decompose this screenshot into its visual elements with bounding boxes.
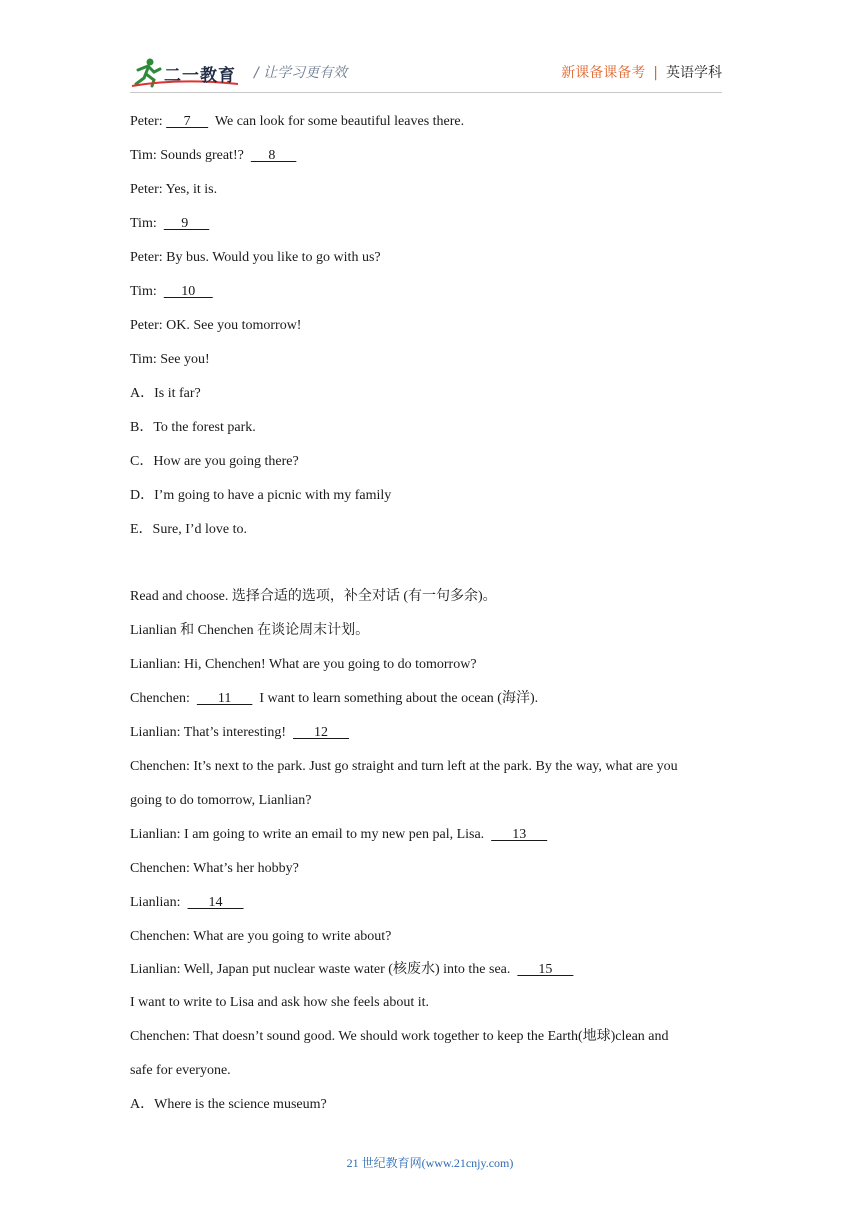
dialogue-line: Tim: See you! xyxy=(130,352,210,367)
dialogue-line: Tim: 10 xyxy=(130,284,213,299)
dialogue-line: Chenchen: What’s her hobby? xyxy=(130,861,299,876)
answer-blank-15: 15 xyxy=(517,962,574,977)
dialogue-line: Lianlian: Well, Japan put nuclear waste water (核废水) into the sea. 15 xyxy=(130,962,574,977)
option-a: A．Where is the science museum? xyxy=(130,1097,327,1112)
dialogue-line: going to do tomorrow, Lianlian? xyxy=(130,793,312,808)
logo-text: 二一教育 xyxy=(164,66,236,86)
option-c: C．How are you going there? xyxy=(130,454,299,469)
dialogue-line: Peter: By bus. Would you like to go with us? xyxy=(130,250,381,265)
option-b: B．To the forest park. xyxy=(130,420,256,435)
header-right xyxy=(561,62,722,82)
dialogue-line: Peter: OK. See you tomorrow! xyxy=(130,318,302,333)
header-brand: 新课备课备考 xyxy=(561,65,646,81)
answer-blank-8: 8 xyxy=(250,148,297,163)
option-d: D．I’m going to have a picnic with my family xyxy=(130,488,392,503)
answer-blank-7: 7 xyxy=(166,114,209,129)
dialogue-line: Chenchen: It’s next to the park. Just go straight and turn left at the park. By the way, what are you xyxy=(130,759,678,774)
dialogue-line: safe for everyone. xyxy=(130,1063,231,1078)
dialogue-line: Tim: Sounds great!? 8 xyxy=(130,148,297,163)
answer-blank-10: 10 xyxy=(163,284,213,299)
answer-blank-9: 9 xyxy=(163,216,210,231)
dialogue-line: Chenchen: 11 I want to learn something about the ocean (海洋). xyxy=(130,691,539,706)
dialogue-line: Lianlian: I am going to write an email to my new pen pal, Lisa. 13 xyxy=(130,827,548,842)
dialogue-line: Lianlian: That’s interesting! 12 xyxy=(130,725,350,740)
page-header xyxy=(130,52,722,92)
option-a: A．Is it far? xyxy=(130,386,201,401)
page-footer: 21 世纪教育网(www.21cnjy.com) xyxy=(346,1156,514,1170)
option-e: E．Sure, I’d love to. xyxy=(130,522,248,537)
dialogue-line: Lianlian: 14 xyxy=(130,895,244,910)
answer-blank-14: 14 xyxy=(187,895,244,910)
header-separator: | xyxy=(653,65,658,81)
header-divider xyxy=(130,92,722,93)
header-slogan: / 让学习更有效 xyxy=(254,65,348,81)
dialogue-line: I want to write to Lisa and ask how she feels about it. xyxy=(130,995,429,1010)
dialogue-line: Tim: 9 xyxy=(130,216,210,231)
answer-blank-12: 12 xyxy=(293,725,350,740)
dialogue-line: Peter: Yes, it is. xyxy=(130,182,218,197)
dialogue-line: Peter: 7 We can look for some beautiful leaves there. xyxy=(130,114,465,129)
section-context: Lianlian 和 Chenchen 在谈论周末计划。 xyxy=(130,623,370,638)
answer-blank-13: 13 xyxy=(491,827,548,842)
dialogue-line: Chenchen: That doesn’t sound good. We should work together to keep the Earth(地球)clean and xyxy=(130,1029,669,1044)
dialogue-line: Chenchen: What are you going to write about? xyxy=(130,929,392,944)
header-subject: 英语学科 xyxy=(666,65,722,81)
section-instruction: Read and choose. 选择合适的选项，补全对话 (有一句多余)。 xyxy=(130,589,497,604)
dialogue-line: Lianlian: Hi, Chenchen! What are you going to do tomorrow? xyxy=(130,657,477,672)
answer-blank-11: 11 xyxy=(196,691,253,706)
